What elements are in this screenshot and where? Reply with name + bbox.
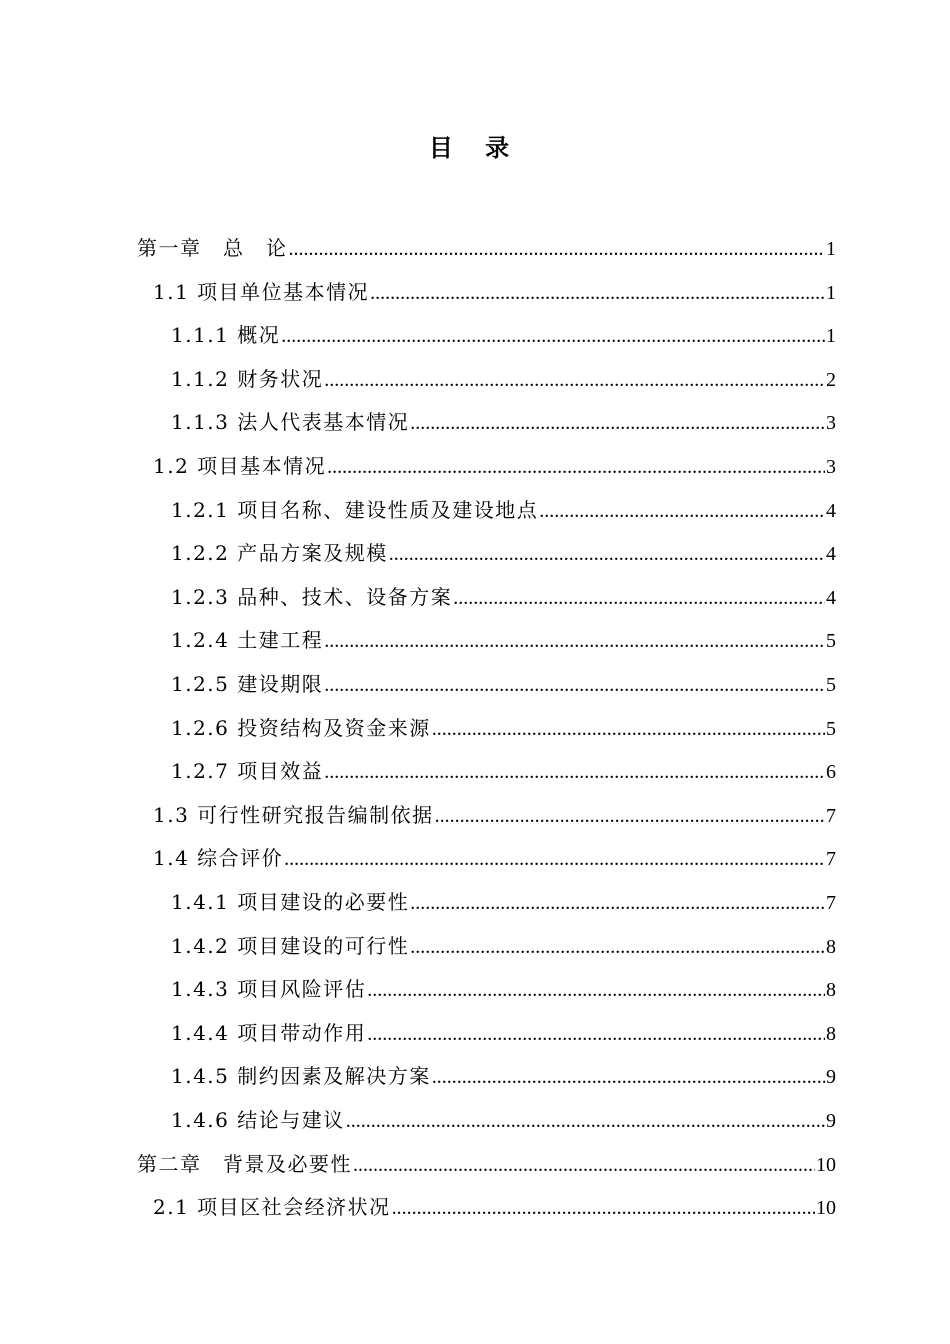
toc-entry-page-number: 8 <box>826 935 836 958</box>
toc-entry[interactable] <box>171 1015 836 1051</box>
toc-entry-label: 1.1 项目单位基本情况 <box>153 279 370 304</box>
toc-entry-page-number: 3 <box>826 412 836 435</box>
toc-entry-page-number: 4 <box>826 499 836 522</box>
toc-dot-leader <box>367 972 825 1008</box>
toc-dot-leader <box>435 798 825 834</box>
toc-dot-leader <box>539 493 825 529</box>
toc-entry-label: 1.1.2 财务状况 <box>171 366 324 391</box>
toc-entry[interactable] <box>171 928 836 964</box>
toc-entry[interactable] <box>137 1146 836 1182</box>
toc-entry-page-number: 10 <box>816 1197 836 1220</box>
toc-entry-label: 1.2.3 品种、技术、设备方案 <box>171 584 453 609</box>
toc-dot-leader <box>289 231 826 267</box>
toc-entry[interactable] <box>171 404 836 440</box>
toc-entry-label: 1.2.4 土建工程 <box>171 628 324 653</box>
toc-entry-label: 1.3 可行性研究报告编制依据 <box>153 802 434 827</box>
toc-dot-leader <box>324 754 825 790</box>
toc-dot-leader <box>327 449 825 485</box>
toc-entry[interactable] <box>171 622 836 658</box>
toc-entry-label: 1.2.5 建设期限 <box>171 672 324 696</box>
toc-entry-label: 1.2.6 投资结构及资金来源 <box>171 715 431 740</box>
toc-entry[interactable] <box>171 666 836 702</box>
toc-entry[interactable] <box>137 230 836 266</box>
toc-dot-leader <box>453 580 825 616</box>
toc-entry[interactable] <box>171 361 836 397</box>
toc-entry[interactable] <box>171 971 836 1007</box>
toc-entry-label: 1.4.3 项目风险评估 <box>171 977 367 1002</box>
toc-entry-page-number: 5 <box>826 630 836 653</box>
toc-entry[interactable] <box>153 797 836 833</box>
toc-entry-label: 1.4.4 项目带动作用 <box>171 1020 367 1045</box>
toc-entry-page-number: 8 <box>826 1022 836 1045</box>
toc-entry[interactable] <box>153 448 836 484</box>
toc-entry[interactable] <box>171 317 836 353</box>
toc-dot-leader <box>324 362 825 398</box>
toc-entry-label: 1.2 项目基本情况 <box>153 454 327 478</box>
toc-entry-page-number: 7 <box>826 892 836 914</box>
toc-entry-label: 1.4.5 制约因素及解决方案 <box>171 1064 431 1089</box>
toc-dot-leader <box>410 929 825 965</box>
toc-entry-label: 第二章 背景及必要性 <box>137 1151 352 1176</box>
toc-entry-page-number: 5 <box>826 674 836 696</box>
toc-entry-label: 2.1 项目区社会经济状况 <box>153 1195 391 1220</box>
toc-entry-label: 1.2.7 项目效益 <box>171 759 324 784</box>
toc-dot-leader <box>392 1190 815 1226</box>
toc-entry-page-number: 1 <box>826 238 836 260</box>
toc-entry[interactable] <box>171 535 836 571</box>
toc-dot-leader <box>284 841 825 877</box>
toc-entry-page-number: 2 <box>826 368 836 391</box>
toc-entry-label: 1.4.1 项目建设的必要性 <box>171 890 410 914</box>
page-title: 目 录 <box>428 134 522 162</box>
toc-dot-leader <box>353 1147 815 1183</box>
toc-dot-leader <box>324 667 825 703</box>
toc-entry[interactable] <box>171 1102 836 1138</box>
toc-entry-label: 1.4.6 结论与建议 <box>171 1108 345 1132</box>
toc-dot-leader <box>324 623 825 659</box>
toc-dot-leader <box>281 318 825 354</box>
toc-entry[interactable] <box>171 492 836 528</box>
toc-entry-label: 1.4.2 项目建设的可行性 <box>171 933 410 958</box>
toc-entry-page-number: 5 <box>826 717 836 740</box>
toc-entry-label: 1.2.1 项目名称、建设性质及建设地点 <box>171 497 539 522</box>
toc-dot-leader <box>432 1059 825 1095</box>
toc-entry-page-number: 3 <box>826 456 836 478</box>
toc-dot-leader <box>367 1016 825 1052</box>
toc-entry[interactable] <box>171 884 836 920</box>
toc-dot-leader <box>346 1103 825 1139</box>
toc-entry[interactable] <box>171 753 836 789</box>
toc-entry-page-number: 10 <box>816 1153 836 1176</box>
toc-entry-page-number: 4 <box>826 543 836 566</box>
toc-entry[interactable] <box>153 840 836 876</box>
toc-entry[interactable] <box>153 274 836 310</box>
toc-entry-page-number: 7 <box>826 848 836 871</box>
toc-entry-label: 1.1.1 概况 <box>171 323 281 348</box>
toc-entry-label: 1.2.2 产品方案及规模 <box>171 541 388 566</box>
toc-entry[interactable] <box>171 579 836 615</box>
toc-entry-page-number: 1 <box>826 281 836 304</box>
toc-dot-leader <box>410 885 825 921</box>
toc-dot-leader <box>370 275 825 311</box>
toc-dot-leader <box>432 711 825 747</box>
toc-entry-page-number: 8 <box>826 979 836 1002</box>
toc-entry-page-number: 7 <box>826 804 836 827</box>
toc-entry-page-number: 1 <box>826 325 836 348</box>
toc-entry-page-number: 9 <box>826 1066 836 1089</box>
toc-entry-label: 1.1.3 法人代表基本情况 <box>171 410 410 435</box>
toc-entry[interactable] <box>153 1189 836 1225</box>
toc-entry[interactable] <box>171 710 836 746</box>
toc-dot-leader <box>410 405 825 441</box>
toc-dot-leader <box>389 536 825 572</box>
toc-entry-page-number: 6 <box>826 761 836 784</box>
toc-entry-page-number: 4 <box>826 586 836 609</box>
toc-entry-label: 1.4 综合评价 <box>153 846 284 871</box>
toc-entry-label: 第一章 总 论 <box>137 236 288 260</box>
toc-entry[interactable] <box>171 1058 836 1094</box>
toc-entry-page-number: 9 <box>826 1110 836 1132</box>
